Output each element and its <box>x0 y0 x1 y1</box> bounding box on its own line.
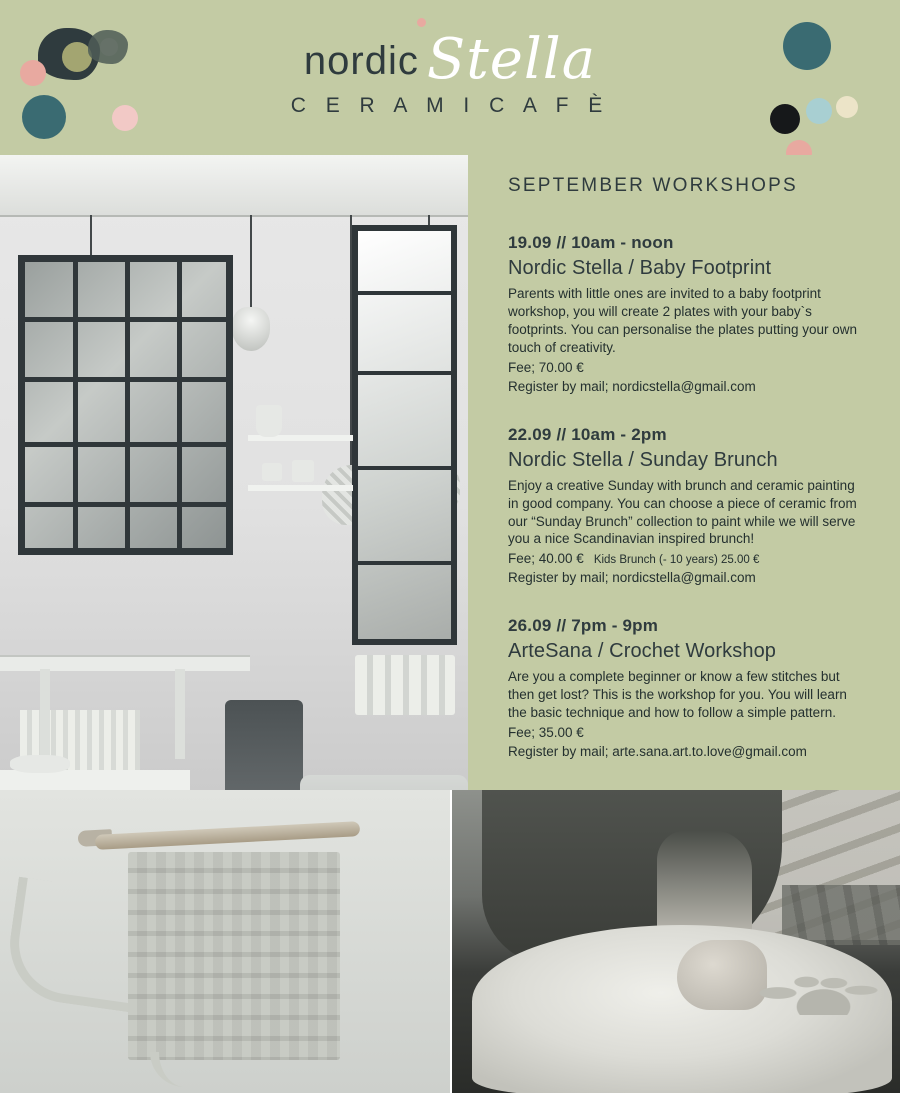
workshop-fee-row <box>508 359 863 378</box>
workshop-item-3 <box>508 616 863 762</box>
brand-logo <box>0 28 900 118</box>
workshop-description: Enjoy a creative Sunday with brunch and ceramic painting in good company. You can choose a piece of ceramic from our “Sunday Brunch” collection to paint while we will serve you a nice Scandinavian inspired brunch! <box>508 477 857 547</box>
studio-plate <box>10 755 70 773</box>
clay-stone-wall <box>782 885 900 945</box>
workshop-date: 19.09 // 10am - noon <box>508 233 674 252</box>
studio-worktop-leg-2 <box>175 669 185 759</box>
brand-logo-wordmark <box>0 27 900 92</box>
studio-cup-1 <box>262 463 282 481</box>
workshops-content <box>508 175 863 790</box>
workshop-title: Nordic Stella / Baby Footprint <box>508 257 772 279</box>
studio-photo <box>0 155 468 790</box>
studio-window-right <box>352 225 457 645</box>
workshop-register[interactable]: Register by mail; nordicstella@gmail.com <box>508 570 756 586</box>
crochet-photo <box>0 790 450 1093</box>
page-title: SEPTEMBER WORKSHOPS <box>508 175 798 196</box>
studio-vase <box>256 405 282 437</box>
workshop-register[interactable]: Register by mail; nordicstella@gmail.com <box>508 378 756 394</box>
workshop-fee-row <box>508 550 863 569</box>
workshop-fee-row <box>508 724 863 743</box>
workshop-fee: Fee; 70.00 € <box>508 359 584 375</box>
workshop-date: 26.09 // 7pm - 9pm <box>508 616 659 636</box>
workshop-date: 22.09 // 10am - 2pm <box>508 424 667 444</box>
clay-handprint <box>752 960 882 1015</box>
workshop-register[interactable]: Register by mail; arte.sana.art.to.love@gmail.com <box>508 743 807 759</box>
brand-name-first: nordic <box>303 39 419 83</box>
studio-worktop-leg-1 <box>40 669 50 759</box>
workshop-title: ArteSana / Crochet Workshop <box>508 640 777 663</box>
workshop-item-2 <box>508 425 863 589</box>
pendant-lamp-2 <box>232 307 270 351</box>
studio-bottle-group <box>355 655 455 715</box>
lamp-cord-2 <box>250 215 252 310</box>
studio-front-table <box>0 770 190 790</box>
studio-shelf-2 <box>248 485 353 491</box>
brand-tagline: C E R A M I C A F È <box>290 94 610 117</box>
workshop-title: Nordic Stella / Sunday Brunch <box>508 448 778 471</box>
clay-photo <box>452 790 900 1093</box>
brand-name-second: Stella <box>426 27 597 92</box>
workshop-fee: Fee; 40.00 € <box>508 551 584 567</box>
studio-worktop <box>0 655 250 671</box>
studio-chair <box>225 700 303 790</box>
brand-accent-dot-icon <box>417 18 426 27</box>
workshop-fee-extra: Kids Brunch (- 10 years) 25.00 € <box>593 554 760 567</box>
crochet-swatch <box>128 852 340 1060</box>
studio-window-left <box>18 255 233 555</box>
workshop-description: Are you a complete beginner or know a few stitches but then get lost? This is the workshop for you. You will learn the basic technique and how to follow a simple pattern. <box>508 669 847 721</box>
workshop-description: Parents with little ones are invited to a baby footprint workshop, you will create 2 plates with your baby`s footprints. You can personalise the plates putting your own touch of creativity. <box>508 286 857 355</box>
workshop-item-1 <box>508 233 863 397</box>
workshop-fee: Fee; 35.00 € <box>508 725 584 741</box>
studio-kiln-drum <box>300 775 468 790</box>
workshops-panel <box>468 155 900 790</box>
studio-cup-2 <box>292 460 314 482</box>
studio-ceiling <box>0 155 468 217</box>
